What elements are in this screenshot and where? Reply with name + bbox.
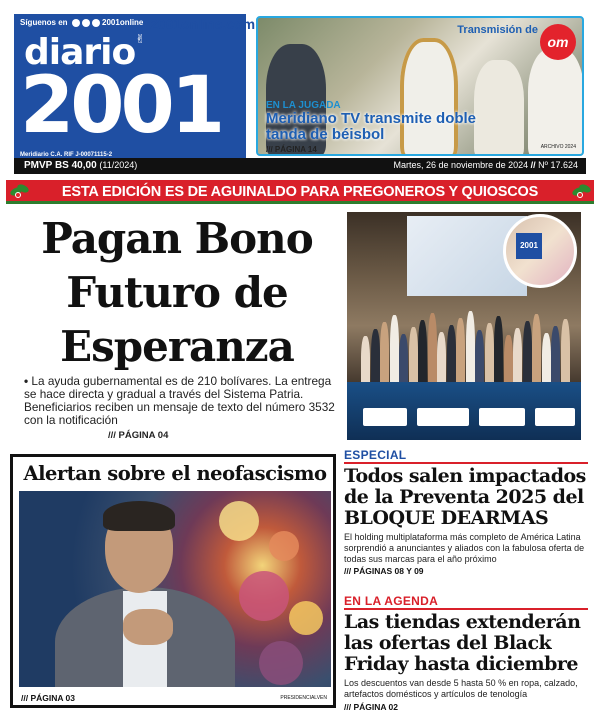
site-url[interactable]: 2001online.com — [150, 16, 256, 32]
neo-page-ref[interactable]: /// PÁGINA 03 — [21, 693, 76, 703]
stage-group — [361, 300, 571, 390]
issue-number: Nº 17.624 — [538, 160, 578, 170]
event-photo[interactable] — [347, 212, 581, 440]
stage-person — [418, 320, 427, 390]
agenda-kicker: EN LA AGENDA — [344, 594, 439, 608]
agenda-body: Los descuentos van desde 5 hasta 50 % en ropa, calzado, artefactos domésticos y artículos de tenología — [344, 678, 578, 699]
stage-front — [347, 382, 581, 440]
especial-story[interactable] — [344, 448, 588, 576]
stage-person — [485, 323, 494, 390]
promo-kicker: EN LA JUGADA — [266, 100, 341, 111]
logo-box[interactable] — [14, 14, 246, 158]
stage-person — [380, 322, 389, 390]
stage-person — [466, 311, 475, 390]
stage-person — [428, 313, 437, 390]
baseball-promo[interactable] — [256, 16, 584, 156]
promo-headline[interactable]: Meridiano TV transmite doble tanda de béisbol — [266, 110, 477, 143]
stage-person — [371, 329, 380, 390]
stage-person — [475, 330, 484, 390]
neo-photo — [19, 491, 331, 687]
promo-page-ref[interactable]: /// PÁGINA 14 — [266, 145, 317, 154]
holly-icon — [572, 182, 590, 200]
holly-icon — [10, 182, 28, 200]
social-label: Síguenos en — [20, 18, 68, 27]
agenda-story[interactable] — [344, 594, 588, 712]
stage-person — [561, 319, 570, 390]
transmision-label: Transmisión de — [457, 24, 538, 36]
stage-person — [551, 326, 560, 390]
lead-page-ref[interactable]: /// PÁGINA 04 — [108, 430, 169, 441]
neo-headline[interactable]: Alertan sobre el neofascismo — [23, 462, 327, 485]
stage-person — [532, 314, 541, 390]
photo-credit: ARCHIVO 2024 — [540, 144, 576, 150]
especial-kicker: ESPECIAL — [344, 448, 407, 462]
stage-person — [513, 328, 522, 390]
neofascismo-box[interactable] — [10, 454, 336, 708]
stage-person — [494, 316, 503, 390]
date-issue: Martes, 26 de noviembre de 2024 // Nº 17.624 — [393, 160, 578, 170]
social-handle: 2001online — [102, 18, 144, 27]
facebook-icon[interactable] — [92, 19, 100, 27]
aguinaldo-banner — [6, 180, 594, 204]
lead-headline[interactable]: Pagan Bono Futuro de Esperanza — [41, 214, 313, 371]
info-bar — [14, 158, 586, 174]
price: PMVP BS 40,00 (11/2024) — [24, 160, 138, 171]
instagram-icon[interactable] — [72, 19, 80, 27]
stage-person — [409, 327, 418, 390]
social-bar — [20, 18, 143, 27]
stage-person — [523, 321, 532, 390]
stage-person — [390, 315, 399, 390]
publisher-line: Meridiario C.A. RIF J-00071115-2 — [20, 152, 113, 158]
lead-deck: • La ayuda gubernamental es de 210 bolívares. La entrega se hace directa y gradual a través del Sistema Patria. Beneficiarios reciben un mensaje de texto del número 3532 con la notificación — [24, 374, 335, 427]
logo-diario: diario✌ — [24, 32, 145, 73]
banner-text: ESTA EDICIÓN ES DE AGUINALDO PARA PREGONEROS Y QUIOSCOS — [61, 184, 539, 200]
divider — [344, 608, 588, 610]
inset-photo: 2001 — [503, 214, 577, 288]
masthead — [4, 4, 596, 158]
especial-headline[interactable]: Todos salen impactados de la Preventa 2025 del BLOQUE DEARMAS — [344, 465, 586, 529]
agenda-page-ref[interactable]: /// PÁGINA 02 — [344, 701, 399, 712]
stage-person — [447, 325, 456, 390]
divider — [344, 462, 588, 464]
logo-number: 2001 — [20, 61, 222, 151]
edition-date: Martes, 26 de noviembre de 2024 — [393, 160, 529, 170]
especial-body: El holding multiplataforma más completo de América Latina sorprendió a anunciantes y aliados con la fabulosa oferta de todas sus marcas para el año próximo — [344, 532, 585, 564]
x-icon[interactable] — [82, 19, 90, 27]
especial-page-ref[interactable]: /// PÁGINAS 08 Y 09 — [344, 566, 424, 577]
photo-figure — [528, 48, 584, 156]
neo-photo-credit: PRESIDENCIALVEN — [280, 695, 327, 701]
stage-person — [456, 318, 465, 390]
agenda-headline[interactable]: Las tiendas extenderán las ofertas del Black Friday hasta diciembre — [344, 611, 581, 675]
channel-logo: om — [540, 24, 576, 60]
